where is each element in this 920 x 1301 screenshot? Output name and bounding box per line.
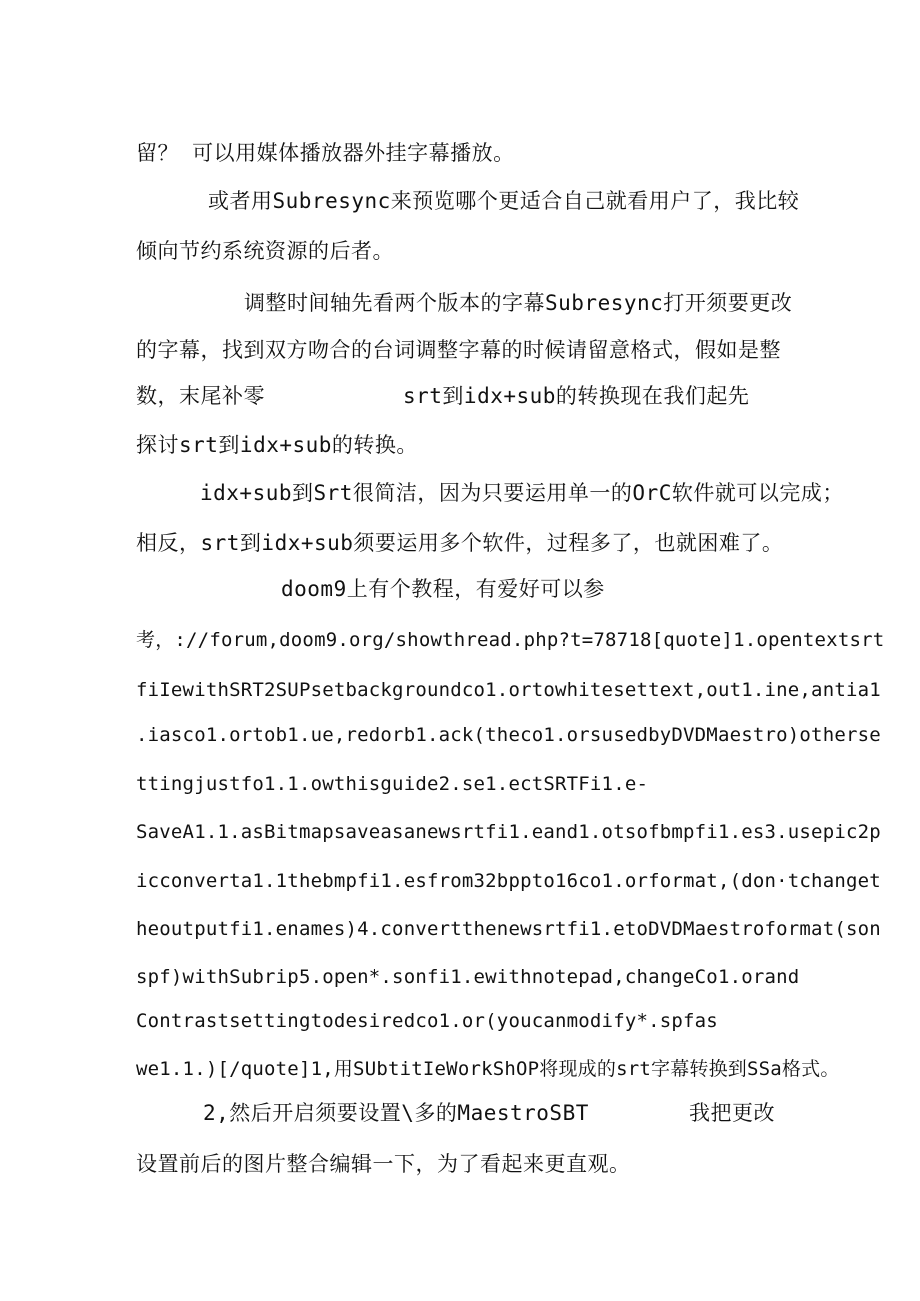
text-line: srt到idx+sub的转换现在我们起先 [403, 384, 750, 408]
text-line: fiIewithSRT2SUPsetbackgroundco1.ortowhitesettext,out1.ine,antia1 [136, 679, 881, 701]
text-line: idx+sub到Srt很简洁，因为只要运用单一的OrC软件就可以完成； [200, 481, 844, 505]
text-line: 调整时间轴先看两个版本的字幕Subresync打开须要更改 [244, 291, 793, 315]
text-line: Contrastsettingtodesiredco1.or(youcanmodify*.spfas [136, 1010, 718, 1032]
text-line: icconverta1.1thebmpfi1.esfrom32bppto16co1.orformat,(don·tchanget [136, 870, 881, 892]
text-line: 考，://forum,doom9.org/showthread.php?t=78718[quote]1.opentextsrt [136, 629, 885, 651]
text-line: heoutputfi1.enames)4.convertthenewsrtfi1.etoDVDMaestroformat(son [136, 918, 881, 940]
text-line: 或者用Subresync来预览哪个更适合自己就看用户了，我比较 [208, 189, 800, 213]
text-line: 倾向节约系统资源的后者。 [136, 239, 394, 263]
text-line: 相反，srt到idx+sub须要运用多个软件，过程多了，也就困难了。 [136, 531, 784, 555]
text-line: spf)withSubrip5.open*.sonfi1.ewithnotepad,changeCo1.orand [136, 966, 800, 988]
text-line: ttingjustfo1.1.owthisguide2.se1.ectSRTFi1.e- [136, 773, 649, 795]
text-line: 留？ 可以用媒体播放器外挂字幕播放。 [136, 141, 515, 165]
text-line: doom9上有个教程，有爱好可以参 [281, 577, 605, 601]
text-line: 设置前后的图片整合编辑一下，为了看起来更直观。 [136, 1152, 631, 1176]
text-line: 数，末尾补零 [136, 384, 265, 408]
text-line: 2,然后开启须要设置\多的MaestroSBT [203, 1101, 589, 1125]
text-line: we1.1.)[/quote]1,用SUbtitIeWorkShOP将现成的srt字幕转换到SSa格式。 [136, 1058, 840, 1080]
text-line: 探讨srt到idx+sub的转换。 [136, 433, 418, 457]
text-line: .iasco1.ortob1.ue,redorb1.ack(theco1.orsusedbyDVDMaestro)otherse [136, 724, 881, 746]
text-line: 的字幕，找到双方吻合的台词调整字幕的时候请留意格式，假如是整 [136, 338, 781, 362]
text-line: 我把更改 [689, 1101, 775, 1125]
text-line: SaveA1.1.asBitmapsaveasanewsrtfi1.eand1.otsofbmpfi1.es3.usepic2p [136, 821, 881, 843]
